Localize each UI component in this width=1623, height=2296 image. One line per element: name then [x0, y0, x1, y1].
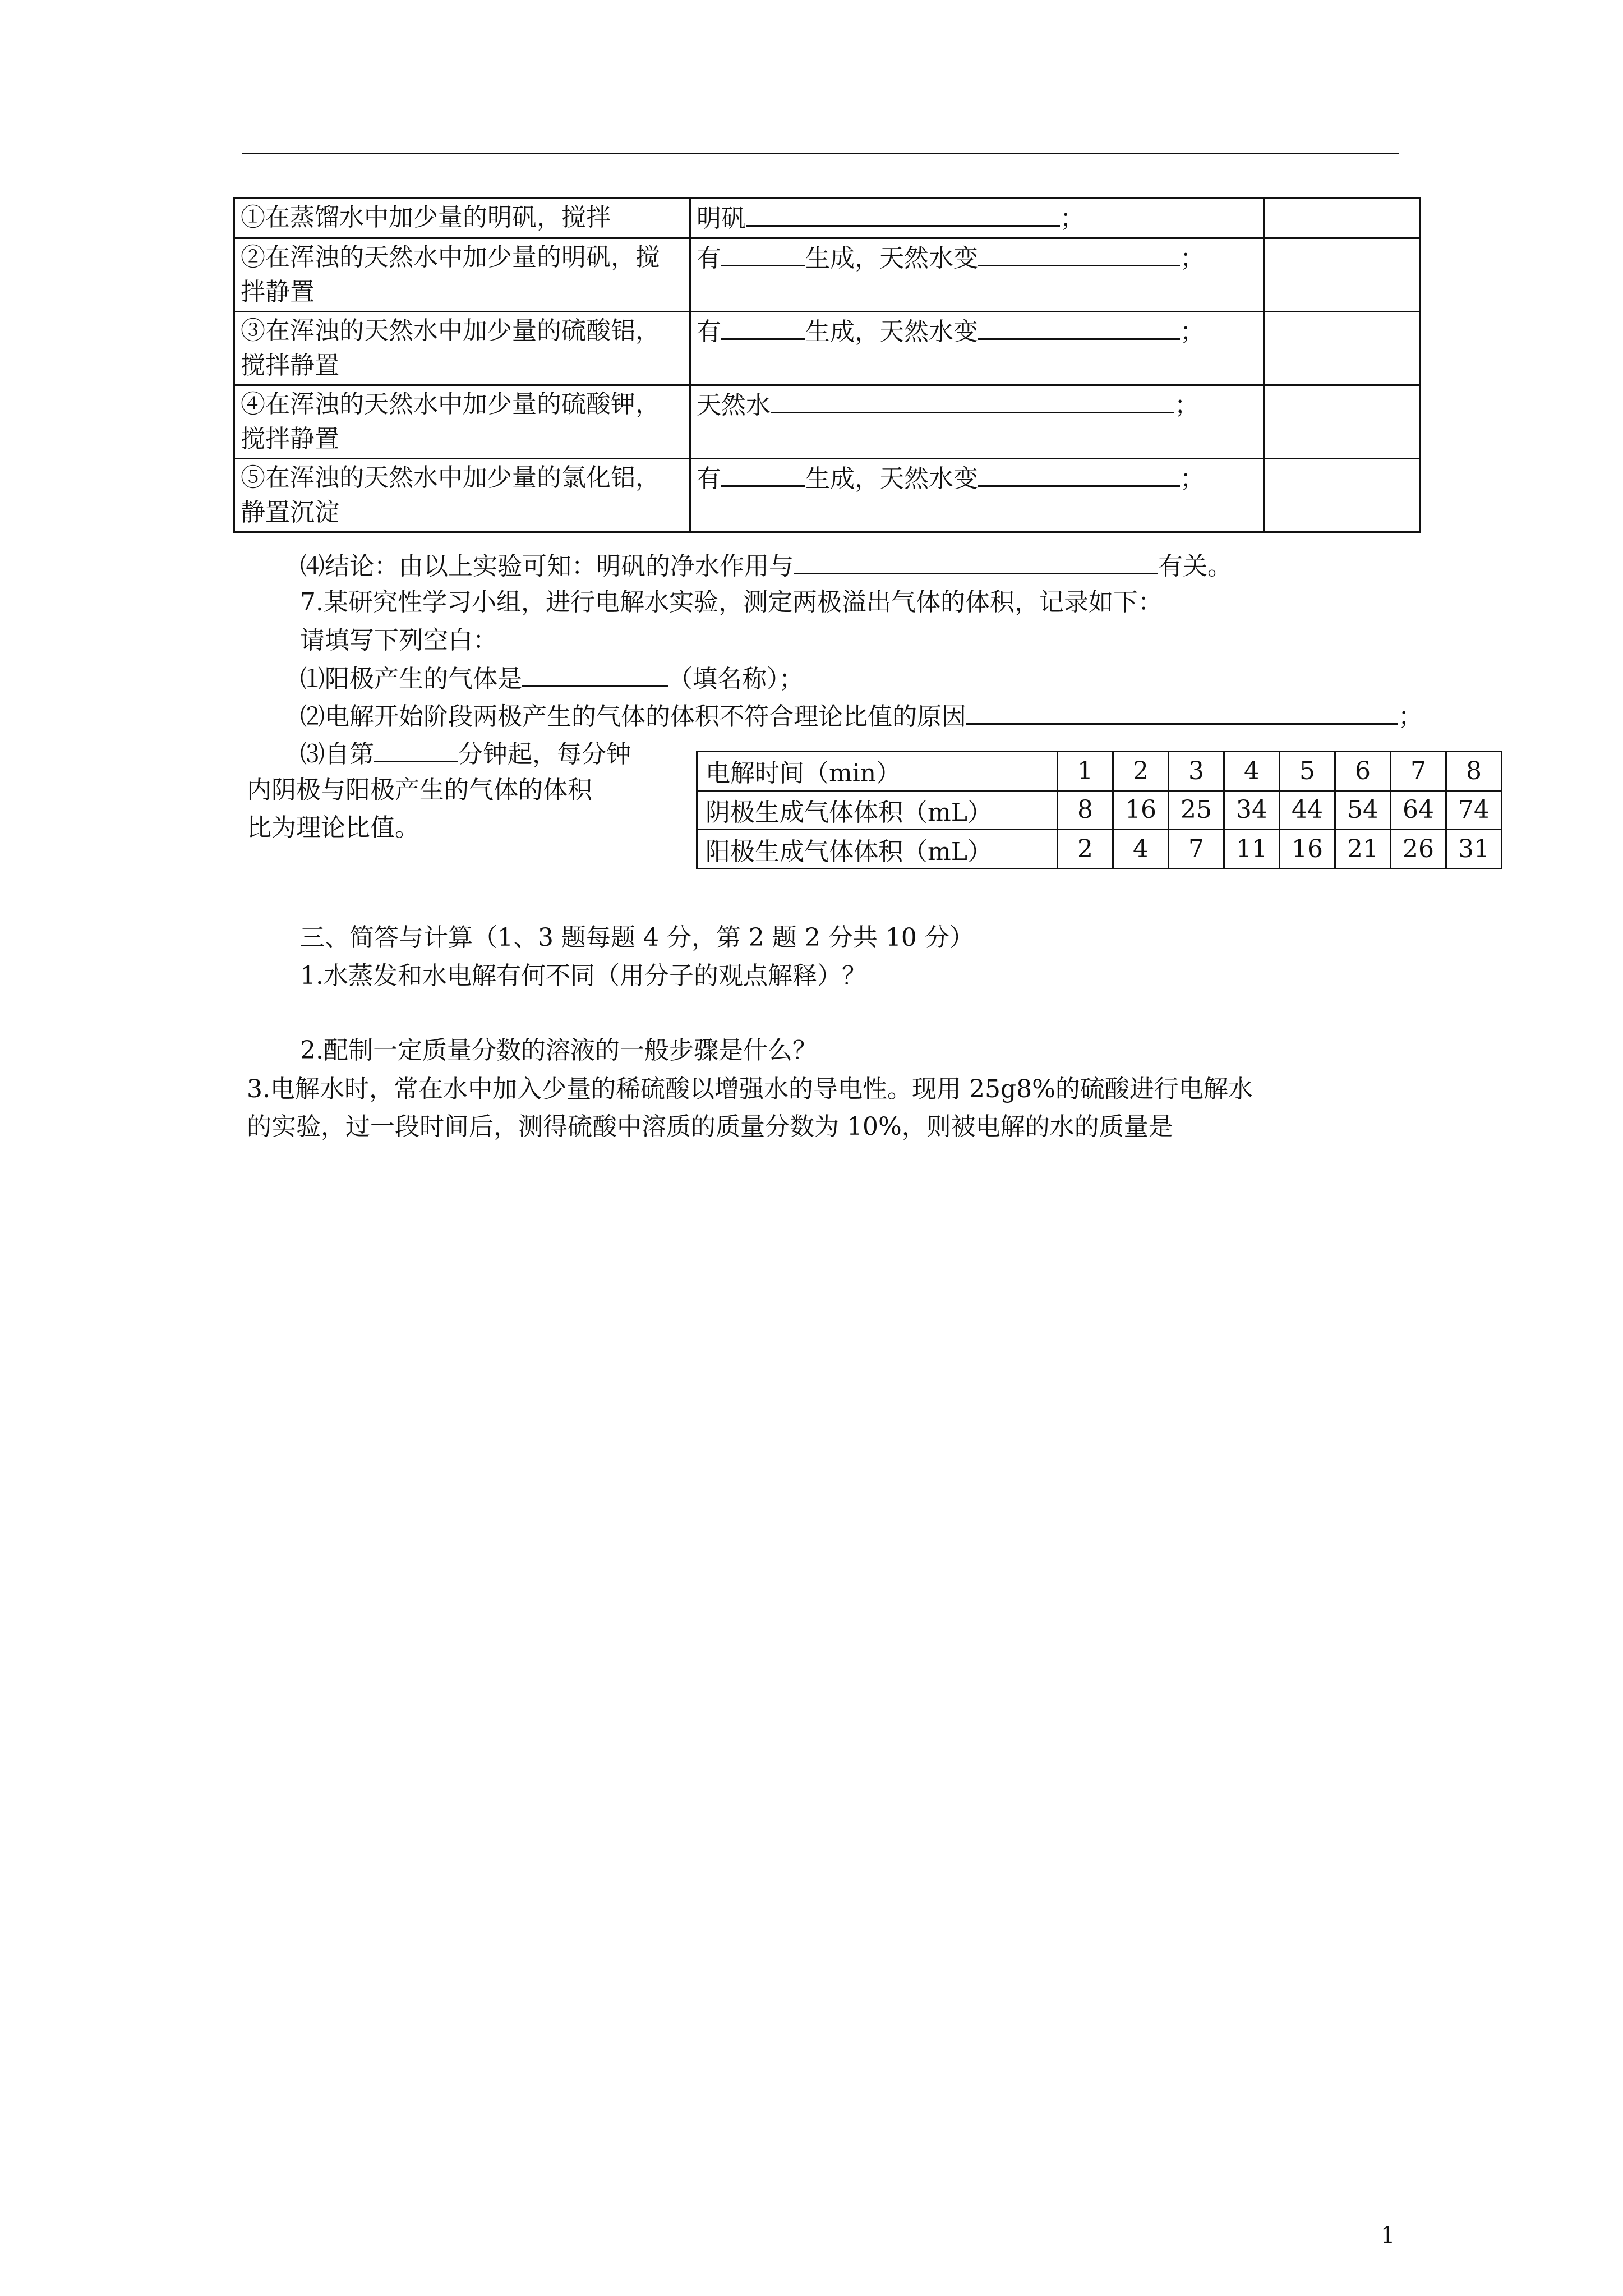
- row-label: 阳极生成气体体积（mL）: [697, 830, 1058, 869]
- q7-part3-line2: 内阴极与阳极产生的气体的体积: [247, 776, 592, 804]
- q7-part3: [300, 736, 631, 771]
- electrolysis-data-table: [696, 751, 1502, 869]
- question-text: ；: [1398, 702, 1423, 731]
- section3-q1: 1.水蒸发和水电解有何不同（用分子的观点解释）？: [300, 961, 866, 990]
- header-rule: [242, 153, 1399, 154]
- answer-blank[interactable]: [966, 698, 1398, 725]
- section3-q3-line2: 的实验，过一段时间后，测得硫酸中溶质的质量分数为 10%，则被电解的水的质量是: [247, 1112, 1173, 1141]
- table-cell: 11: [1224, 830, 1280, 869]
- observation-text: ；: [1060, 204, 1085, 233]
- table-row: [697, 830, 1502, 869]
- q7-instruction: 请填写下列空白：: [300, 626, 497, 655]
- question-text: （填名称）；: [668, 665, 804, 693]
- answer-blank[interactable]: [794, 548, 1158, 574]
- table-cell: 3: [1169, 752, 1224, 791]
- observation-text: ；: [1174, 391, 1199, 420]
- section3-q2: 2.配制一定质量分数的溶液的一般步骤是什么？: [300, 1036, 817, 1065]
- answer-blank[interactable]: [771, 387, 1174, 413]
- table-cell: 21: [1335, 830, 1391, 869]
- operation-cell: ②在浑浊的天然水中加少量的明矾，搅拌静置: [234, 238, 690, 312]
- table-row: [234, 385, 1421, 459]
- table-cell: 4: [1113, 830, 1169, 869]
- table-cell: 16: [1113, 790, 1169, 830]
- observation-text: 有: [697, 244, 721, 273]
- operation-cell: ①在蒸馏水中加少量的明矾，搅拌: [234, 199, 690, 238]
- conclusion-cell[interactable]: [1264, 312, 1421, 385]
- table-cell: 2: [1058, 830, 1113, 869]
- row-label: 电解时间（min）: [697, 752, 1058, 791]
- observation-text: 生成，天然水变: [805, 464, 978, 493]
- table-cell: 64: [1391, 790, 1446, 830]
- page-number: 1: [1381, 2223, 1395, 2248]
- q7-title: 7.某研究性学习小组，进行电解水实验，测定两极溢出气体的体积，记录如下：: [300, 588, 1163, 616]
- observation-cell: [690, 238, 1264, 312]
- table-cell: 8: [1058, 790, 1113, 830]
- answer-blank[interactable]: [522, 661, 668, 687]
- operation-cell: ⑤在浑浊的天然水中加少量的氯化铝，静置沉淀: [234, 459, 690, 532]
- observation-text: ；: [1180, 244, 1205, 273]
- question-text: ⑶自第: [300, 740, 374, 769]
- observation-text: 有: [697, 318, 721, 346]
- table-cell: 31: [1446, 830, 1502, 869]
- table-cell: 1: [1058, 752, 1113, 791]
- conclusion-text: 有关。: [1158, 552, 1232, 581]
- observation-text: ；: [1180, 318, 1205, 346]
- conclusion-line: [300, 548, 1232, 583]
- table-cell: 74: [1446, 790, 1502, 830]
- table-cell: 26: [1391, 830, 1446, 869]
- observation-text: 生成，天然水变: [805, 244, 978, 273]
- observation-cell: [690, 312, 1264, 385]
- answer-blank[interactable]: [721, 461, 805, 487]
- question-text: 分钟起，每分钟: [458, 740, 631, 769]
- experiment-table: [233, 197, 1421, 533]
- table-row: [234, 238, 1421, 312]
- table-row: [697, 752, 1502, 791]
- table-row: [234, 199, 1421, 238]
- observation-cell: [690, 385, 1264, 459]
- q7-part3-line3: 比为理论比值。: [247, 813, 419, 842]
- answer-blank[interactable]: [978, 314, 1180, 340]
- conclusion-cell[interactable]: [1264, 385, 1421, 459]
- conclusion-cell[interactable]: [1264, 238, 1421, 312]
- table-cell: 25: [1169, 790, 1224, 830]
- answer-blank[interactable]: [374, 736, 458, 762]
- conclusion-cell[interactable]: [1264, 199, 1421, 238]
- observation-cell: [690, 199, 1264, 238]
- q7-part1: [300, 661, 804, 696]
- conclusion-text: ⑷结论：由以上实验可知：明矾的净水作用与: [300, 552, 794, 581]
- table-cell: 54: [1335, 790, 1391, 830]
- question-text: ⑵电解开始阶段两极产生的气体的体积不符合理论比值的原因: [300, 702, 966, 731]
- observation-text: 有: [697, 464, 721, 493]
- section3-heading: 三、简答与计算（1、3 题每题 4 分，第 2 题 2 分共 10 分）: [300, 923, 974, 952]
- answer-blank[interactable]: [721, 240, 805, 266]
- table-cell: 4: [1224, 752, 1280, 791]
- observation-text: 天然水: [697, 391, 771, 420]
- observation-cell: [690, 459, 1264, 532]
- conclusion-cell[interactable]: [1264, 459, 1421, 532]
- table-cell: 8: [1446, 752, 1502, 791]
- table-cell: 7: [1391, 752, 1446, 791]
- table-cell: 6: [1335, 752, 1391, 791]
- observation-text: 明矾: [697, 204, 746, 233]
- table-cell: 5: [1280, 752, 1335, 791]
- table-row: [234, 459, 1421, 532]
- table-cell: 34: [1224, 790, 1280, 830]
- table-row: [697, 790, 1502, 830]
- answer-blank[interactable]: [978, 461, 1180, 487]
- table-cell: 44: [1280, 790, 1335, 830]
- table-cell: 7: [1169, 830, 1224, 869]
- operation-cell: ③在浑浊的天然水中加少量的硫酸铝，搅拌静置: [234, 312, 690, 385]
- operation-cell: ④在浑浊的天然水中加少量的硫酸钾，搅拌静置: [234, 385, 690, 459]
- section3-q3-line1: 3.电解水时，常在水中加入少量的稀硫酸以增强水的导电性。现用 25g8%的硫酸进行电解水: [247, 1075, 1253, 1103]
- answer-blank[interactable]: [978, 240, 1180, 266]
- observation-text: 生成，天然水变: [805, 318, 978, 346]
- question-text: ⑴阳极产生的气体是: [300, 665, 522, 693]
- table-row: [234, 312, 1421, 385]
- table-cell: 2: [1113, 752, 1169, 791]
- table-cell: 16: [1280, 830, 1335, 869]
- q7-part2: [300, 698, 1423, 734]
- answer-blank[interactable]: [746, 200, 1060, 227]
- answer-blank[interactable]: [721, 314, 805, 340]
- row-label: 阴极生成气体体积（mL）: [697, 790, 1058, 830]
- observation-text: ；: [1180, 464, 1205, 493]
